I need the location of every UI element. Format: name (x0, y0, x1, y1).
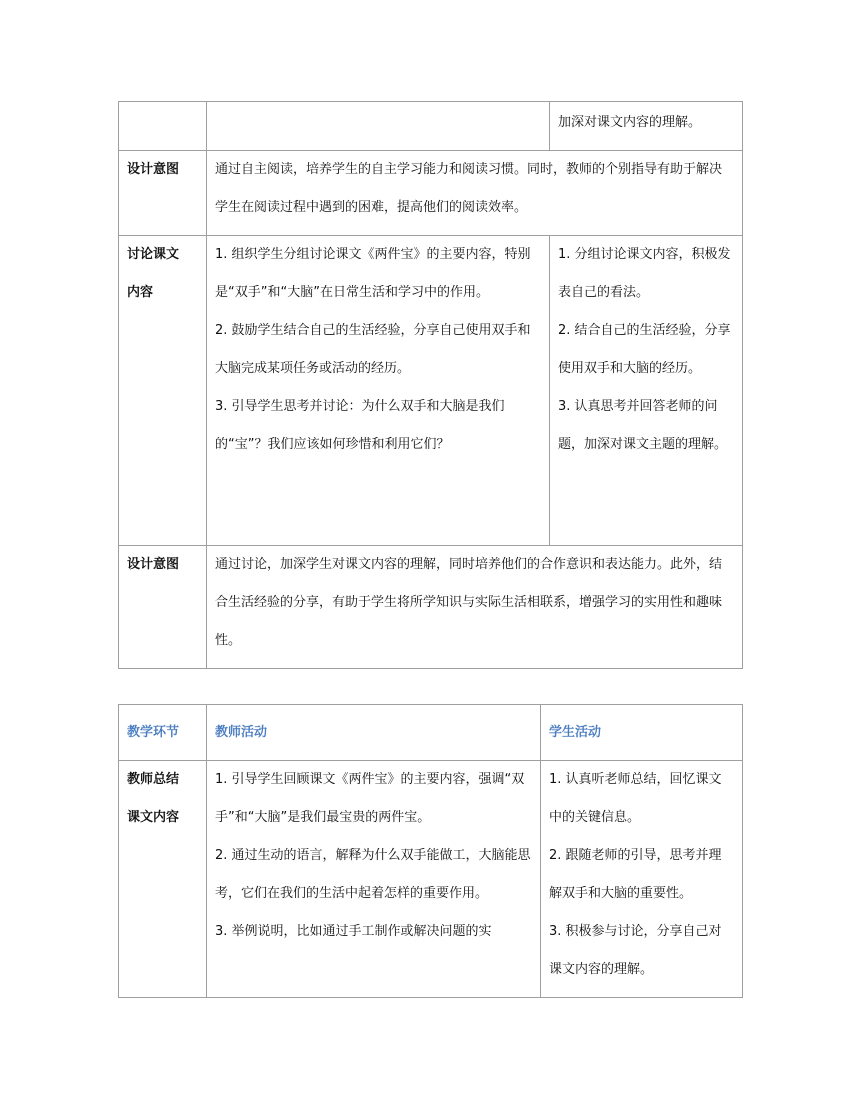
row-label-text: 教师总结课文内容 (127, 772, 180, 825)
column-header (119, 705, 207, 761)
list-item: 2. 通过生动的语言，解释为什么双手能做工，大脑能思考，它们在我们的生活中起着怎样的重要作用。 (215, 848, 531, 901)
list-item: 3. 积极参与讨论，分享自己对课文内容的理解。 (549, 924, 722, 977)
list-item: 2. 结合自己的生活经验，分享使用双手和大脑的经历。 (558, 323, 731, 376)
table-cell-empty (207, 102, 550, 151)
table-row (119, 102, 743, 151)
table-row (119, 761, 743, 998)
row-label-text: 设计意图 (127, 557, 180, 572)
list-item: 3. 举例说明，比如通过手工制作或解决问题的实 (215, 924, 492, 939)
list-item: 2. 跟随老师的引导，思考并理解双手和大脑的重要性。 (549, 848, 722, 901)
header-text: 教学环节 (127, 725, 180, 740)
column-header (541, 705, 743, 761)
column-header (207, 705, 541, 761)
list-item: 2. 鼓励学生结合自己的生活经验，分享自己使用双手和大脑完成某项任务或活动的经历。 (215, 323, 531, 376)
table-row (119, 151, 743, 236)
table-cell (550, 102, 743, 151)
student-activity-cell (550, 236, 743, 546)
list-item: 1. 认真听老师总结，回忆课文中的关键信息。 (549, 772, 722, 825)
student-activity-cell (541, 761, 743, 998)
row-label-text: 讨论课文内容 (127, 247, 180, 300)
lesson-table-2 (118, 704, 743, 998)
list-item: 3. 引导学生思考并讨论：为什么双手和大脑是我们的“宝”？我们应该如何珍惜和利用它们？ (215, 399, 505, 452)
list-item: 3. 认真思考并回答老师的问题，加深对课文主题的理解。 (558, 399, 728, 452)
row-label (119, 761, 207, 998)
table-header-row (119, 705, 743, 761)
list-item: 1. 组织学生分组讨论课文《两件宝》的主要内容，特别是“双手”和“大脑”在日常生活和学习中的作用。 (215, 247, 531, 300)
row-label (119, 236, 207, 546)
list-item: 1. 引导学生回顾课文《两件宝》的主要内容，强调“双手”和“大脑”是我们最宝贵的两件宝。 (215, 772, 525, 825)
lesson-table-1 (118, 101, 743, 669)
table-cell-empty (119, 102, 207, 151)
header-text: 教师活动 (215, 725, 268, 740)
teacher-activity-cell (207, 761, 541, 998)
list-item: 1. 分组讨论课文内容，积极发表自己的看法。 (558, 247, 731, 300)
design-intent-text (207, 546, 743, 669)
table-row (119, 546, 743, 669)
row-label-text: 设计意图 (127, 162, 180, 177)
cell-text: 通过讨论，加深学生对课文内容的理解，同时培养他们的合作意识和表达能力。此外，结合生活经验的分享，有助于学生将所学知识与实际生活相联系，增强学习的实用性和趣味性。 (215, 557, 723, 648)
row-label (119, 546, 207, 669)
row-label (119, 151, 207, 236)
teacher-activity-cell (207, 236, 550, 546)
header-text: 学生活动 (549, 725, 602, 740)
table-row (119, 236, 743, 546)
design-intent-text (207, 151, 743, 236)
cell-text: 通过自主阅读，培养学生的自主学习能力和阅读习惯。同时，教师的个别指导有助于解决学生在阅读过程中遇到的困难，提高他们的阅读效率。 (215, 162, 723, 215)
cell-text: 加深对课文内容的理解。 (558, 115, 702, 130)
